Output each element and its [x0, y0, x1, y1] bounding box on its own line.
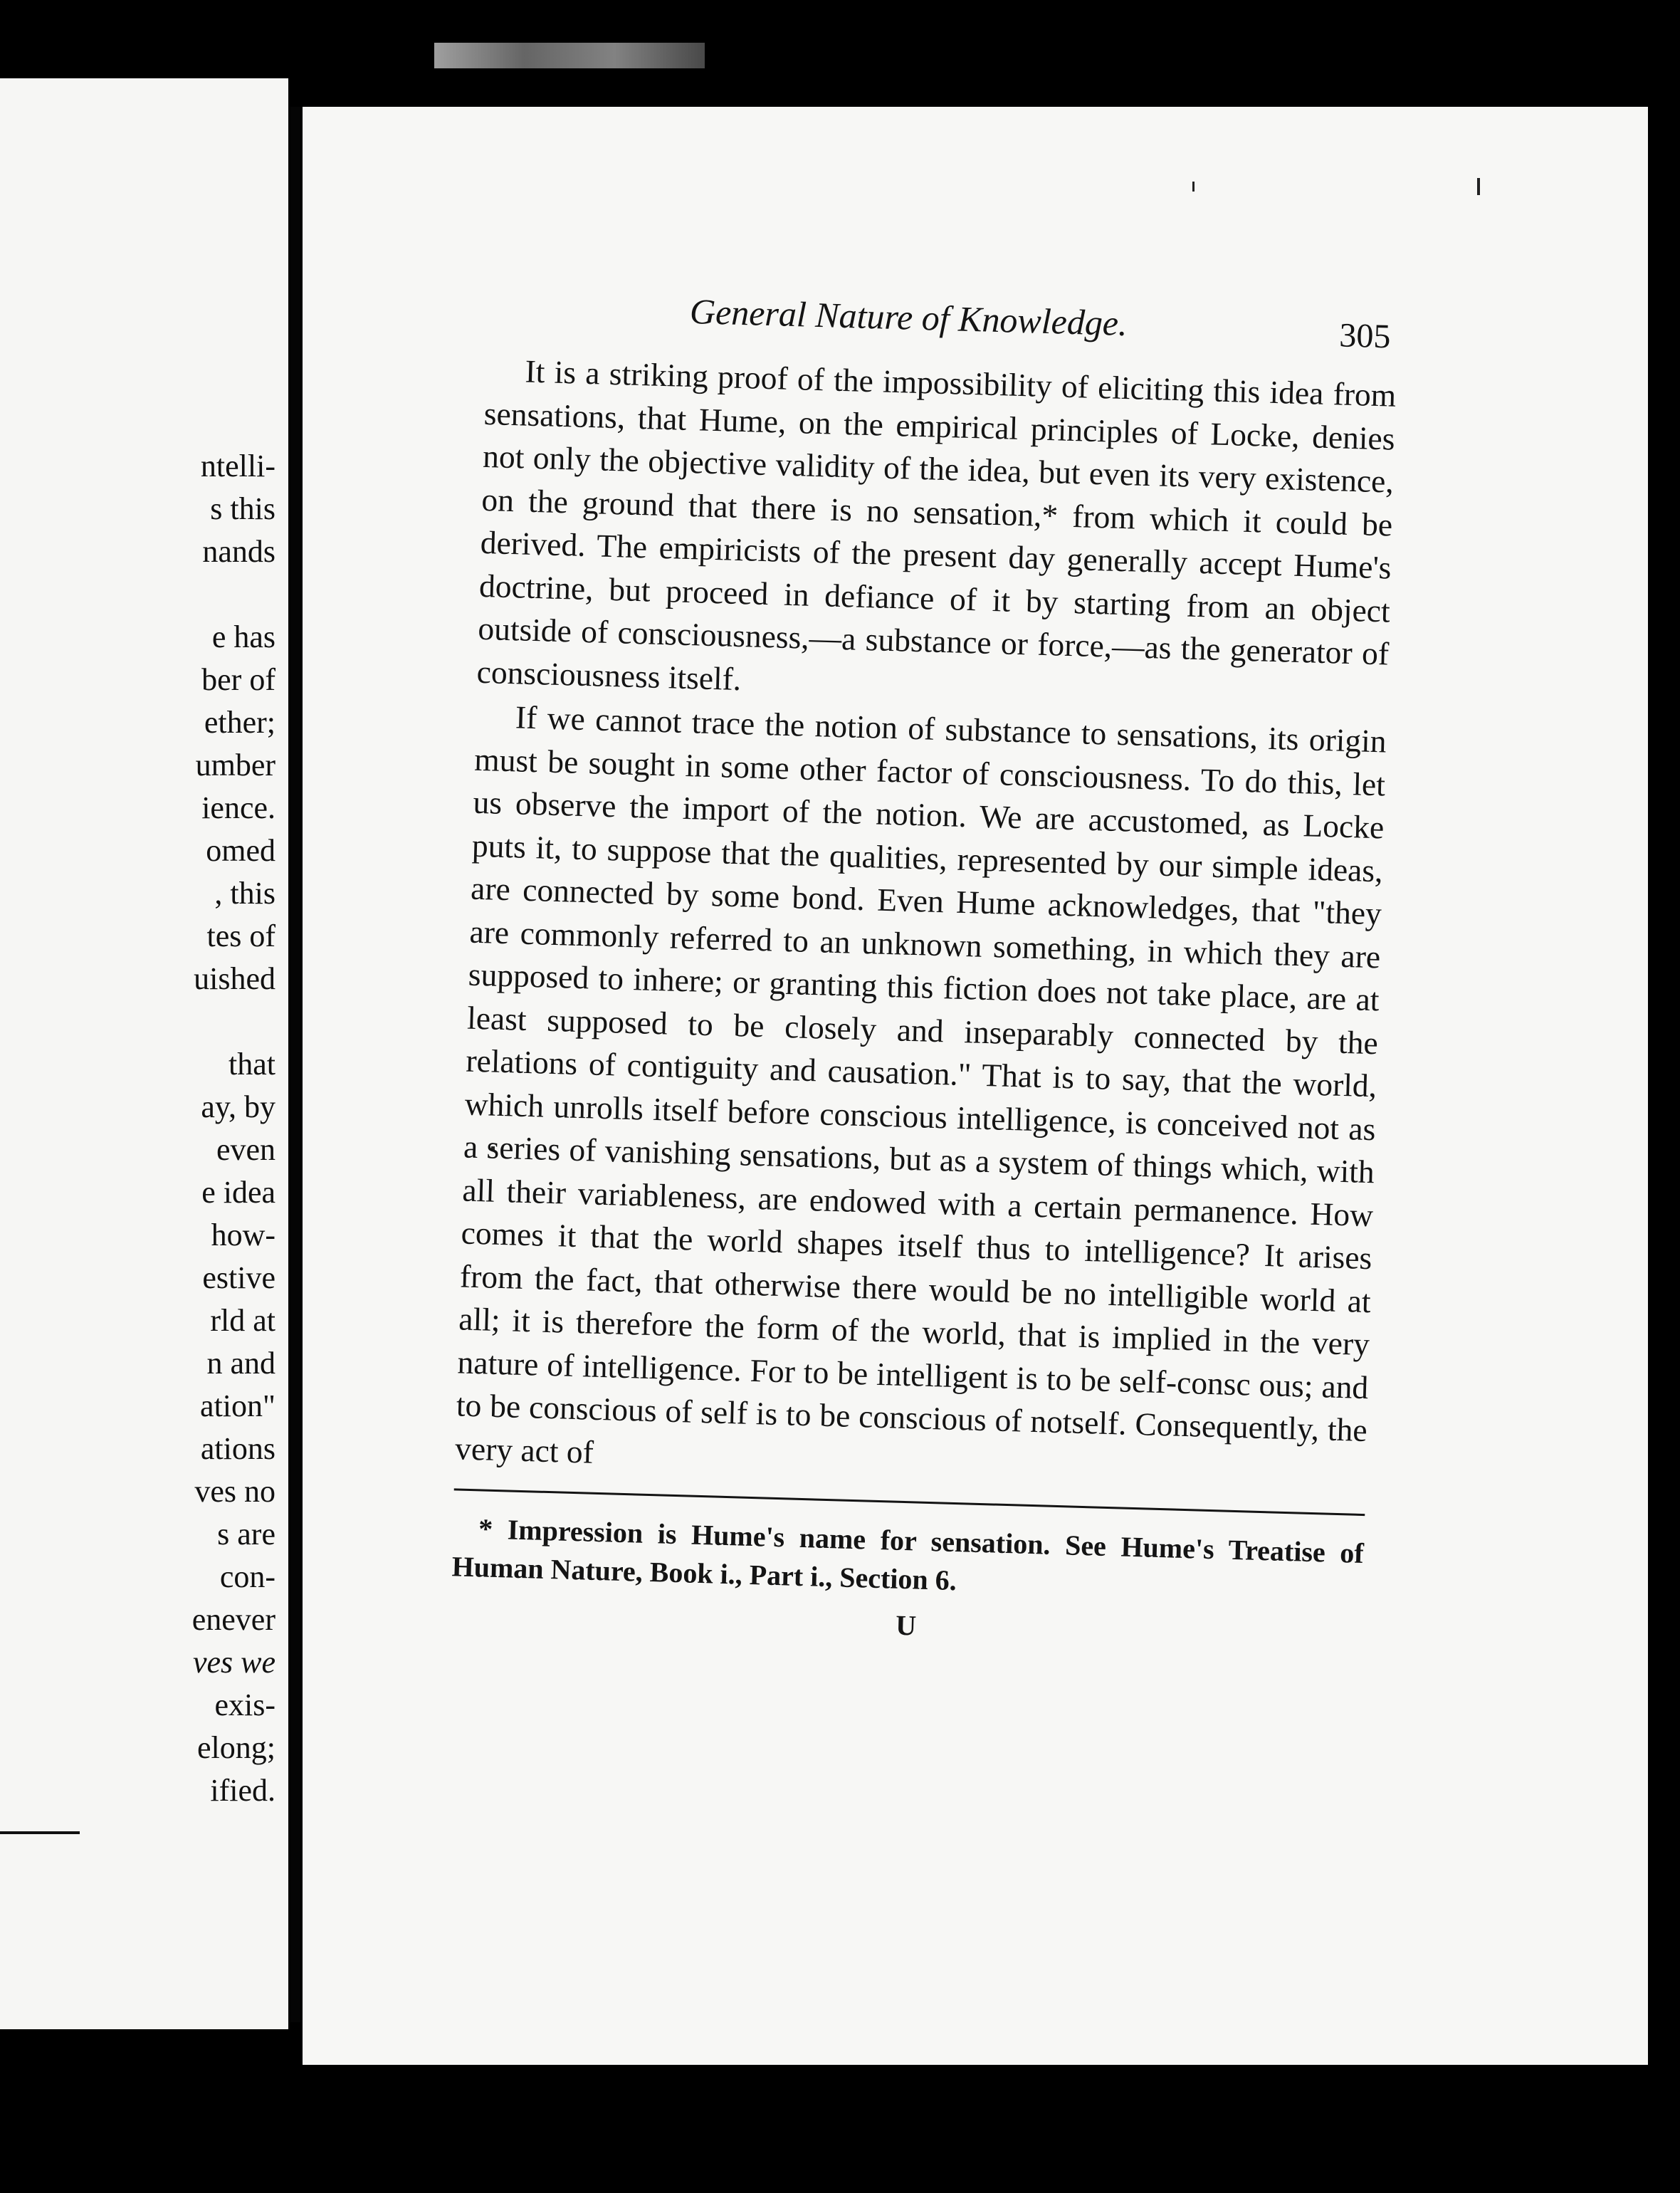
- left-line-fragment: ay, by: [201, 1089, 275, 1124]
- left-line-fragment: ified.: [210, 1773, 275, 1808]
- paragraph: It is a striking proof of the impossibility of eliciting this idea from sensations, that Hume, on the empirical principles of Locke, denies not only the objective validity of the idea, but even its very existence, on the ground that there is no sensation,* from which it could be derived. The empiricists of the present day generally accept Hume's doctrine, but proceed in defiance of it by starting from an object outside of consciousness,—a substance or force,—as the generator of consciousness itself.: [476, 352, 1397, 697]
- scan-speck: [1477, 178, 1480, 195]
- left-line-fragment: e has: [211, 619, 275, 654]
- left-line-fragment: ience.: [201, 790, 275, 825]
- left-line-fragment: ber of: [201, 662, 275, 697]
- scan-artifact: [434, 43, 705, 68]
- signature-mark: U: [895, 1608, 917, 1642]
- left-line-fragment: ves we: [192, 1645, 275, 1680]
- left-line-fragment: estive: [202, 1260, 275, 1295]
- left-line-fragment: ves no: [194, 1474, 275, 1509]
- left-footnote-rule: [0, 1831, 80, 1834]
- left-line-fragment: elong;: [197, 1730, 275, 1765]
- left-line-fragment: enever: [191, 1602, 275, 1637]
- page-content: [450, 285, 1398, 1655]
- left-line-fragment: omed: [206, 833, 275, 868]
- left-facing-page: [0, 78, 288, 2029]
- footnote-rule: [454, 1488, 1365, 1516]
- binding-gutter: [290, 107, 300, 2022]
- left-line-fragment: tes of: [206, 918, 275, 953]
- left-line-fragment: nands: [202, 534, 275, 569]
- left-line-fragment: uished: [194, 961, 275, 996]
- left-line-fragment: s are: [217, 1517, 275, 1551]
- left-line-fragment: even: [216, 1132, 275, 1167]
- left-line-fragment: ether;: [204, 705, 275, 740]
- page-305: [303, 107, 1648, 2065]
- left-line-fragment: e idea: [201, 1175, 275, 1210]
- left-line-fragment: n and: [206, 1346, 275, 1381]
- left-line-fragment: , this: [214, 876, 275, 911]
- left-line-fragment: con-: [219, 1559, 275, 1594]
- left-line-fragment: umber: [195, 748, 275, 783]
- running-title: General Nature of Knowledge.: [689, 291, 1128, 344]
- left-line-fragment: ations: [200, 1431, 275, 1466]
- page-number: 305: [1338, 316, 1392, 356]
- footnote: * Impression is Hume's name for sensation. See Hume's Treatise of Human Nature, Book i., Part i., Section 6.: [451, 1512, 1365, 1597]
- scan-speck: [1192, 182, 1195, 192]
- left-line-fragment: rld at: [210, 1303, 275, 1338]
- left-line-fragment: how-: [211, 1218, 275, 1252]
- left-line-fragment: that: [229, 1047, 275, 1082]
- left-line-fragment: ntelli-: [200, 449, 275, 483]
- body-text: [455, 349, 1397, 1495]
- left-line-fragment: ation": [200, 1388, 275, 1423]
- left-line-fragment: s this: [210, 491, 275, 526]
- paragraph: If we cannot trace the notion of substance to sensations, its origin must be sought in some other factor of consciousness. To do this, let us observe the import of the notion. We are accustomed, as Locke puts it, to suppose that the qualities, represented by our simple ideas, are connected by some bond. Even Hume acknowledges, that "they are commonly referred to an unknown something, in which they are supposed to inhere; or granting this fiction does not take place, are at least supposed to be closely and inseparably connected by the relations of contiguity and causation." That is to say, that the world, which unrolls itself before conscious intelligence, is conceived not as a series of vanishing sensations, but as a system of things which, with all their variableness, are endowed with a certain permanence. How comes it that the world shapes itself thus to intelligence? It arises from the fact, that otherwise there would be no intelligible world at all; it is therefore the form of the world, that is implied in the very nature of intelligence. For to be intelligent is to be self-consc ous; and to be conscious of self is to be conscious of notself. Consequently, the very act of: [454, 698, 1387, 1470]
- left-line-fragment: exis-: [214, 1687, 275, 1722]
